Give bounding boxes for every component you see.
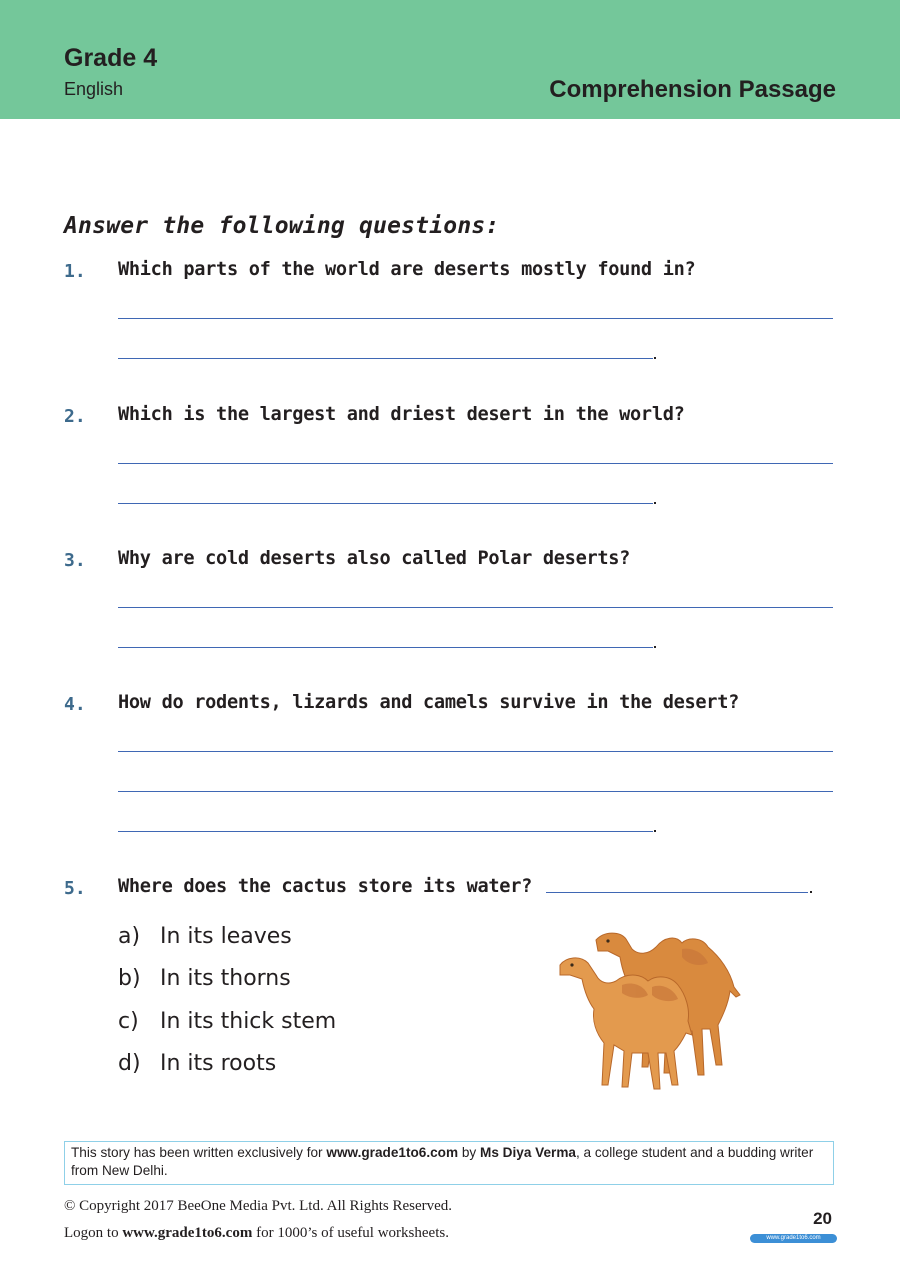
option-label: b) — [118, 966, 141, 991]
period-mark — [810, 891, 812, 893]
subject-label: English — [64, 79, 124, 99]
logon-suffix: for 1000’s of useful worksheets. — [252, 1225, 449, 1241]
period-mark — [654, 502, 656, 504]
question-text-5: Where does the cactus store its water? — [118, 876, 532, 897]
camel-icon — [552, 925, 772, 1095]
copyright-text: © Copyright 2017 BeeOne Media Pvt. Ltd. All Rights Reserved. — [64, 1198, 453, 1214]
option-text: In its thick stem — [160, 1009, 337, 1034]
option-label: d) — [118, 1051, 141, 1076]
note-prefix: This story has been written exclusively for — [71, 1145, 327, 1160]
period-mark — [654, 357, 656, 359]
option-d[interactable] — [118, 1051, 276, 1076]
period-mark — [654, 646, 656, 648]
answer-line[interactable] — [118, 831, 653, 832]
grade-label: Grade 4 — [64, 44, 158, 72]
note-site-link[interactable]: www.grade1to6.com — [326, 1145, 459, 1160]
answer-line[interactable] — [118, 751, 833, 752]
answer-line[interactable] — [118, 358, 653, 359]
instructions-heading: Answer the following questions: — [64, 213, 500, 239]
question-number-1: 1. — [64, 261, 86, 282]
option-text: In its roots — [160, 1051, 277, 1076]
page-header — [0, 0, 900, 119]
note-suffix: , a college student and a budding writer from New Delhi. — [71, 1145, 814, 1178]
option-label: a) — [118, 924, 141, 949]
logon-text — [64, 1225, 449, 1242]
option-text: In its thorns — [160, 966, 291, 991]
option-label: c) — [118, 1009, 139, 1034]
answer-line[interactable] — [118, 647, 653, 648]
question-text-4: How do rodents, lizards and camels survive in the desert? — [118, 692, 739, 713]
question-text-1: Which parts of the world are deserts mostly found in? — [118, 259, 696, 280]
logon-site-link[interactable]: www.grade1to6.com — [122, 1225, 253, 1241]
option-a[interactable] — [118, 924, 292, 949]
option-c[interactable] — [118, 1009, 336, 1034]
answer-line[interactable] — [118, 463, 833, 464]
answer-line[interactable] — [546, 892, 808, 893]
period-mark — [654, 830, 656, 832]
page-number: 20 — [813, 1209, 832, 1228]
note-author: Ms Diya Verma — [480, 1145, 576, 1160]
logon-prefix: Logon to — [64, 1225, 123, 1241]
answer-line[interactable] — [118, 791, 833, 792]
author-note — [64, 1141, 834, 1185]
option-b[interactable] — [118, 966, 291, 991]
question-number-4: 4. — [64, 694, 86, 715]
question-number-2: 2. — [64, 406, 86, 427]
answer-line[interactable] — [118, 607, 833, 608]
question-number-3: 3. — [64, 550, 86, 571]
answer-line[interactable] — [118, 503, 653, 504]
option-text: In its leaves — [160, 924, 292, 949]
answer-line[interactable] — [118, 318, 833, 319]
site-badge[interactable]: www.grade1to6.com — [750, 1234, 837, 1243]
question-text-2: Which is the largest and driest desert in the world? — [118, 404, 685, 425]
note-by: by — [458, 1145, 480, 1160]
question-text-3: Why are cold deserts also called Polar deserts? — [118, 548, 631, 569]
question-number-5: 5. — [64, 878, 86, 899]
worksheet-title: Comprehension Passage — [549, 76, 836, 103]
